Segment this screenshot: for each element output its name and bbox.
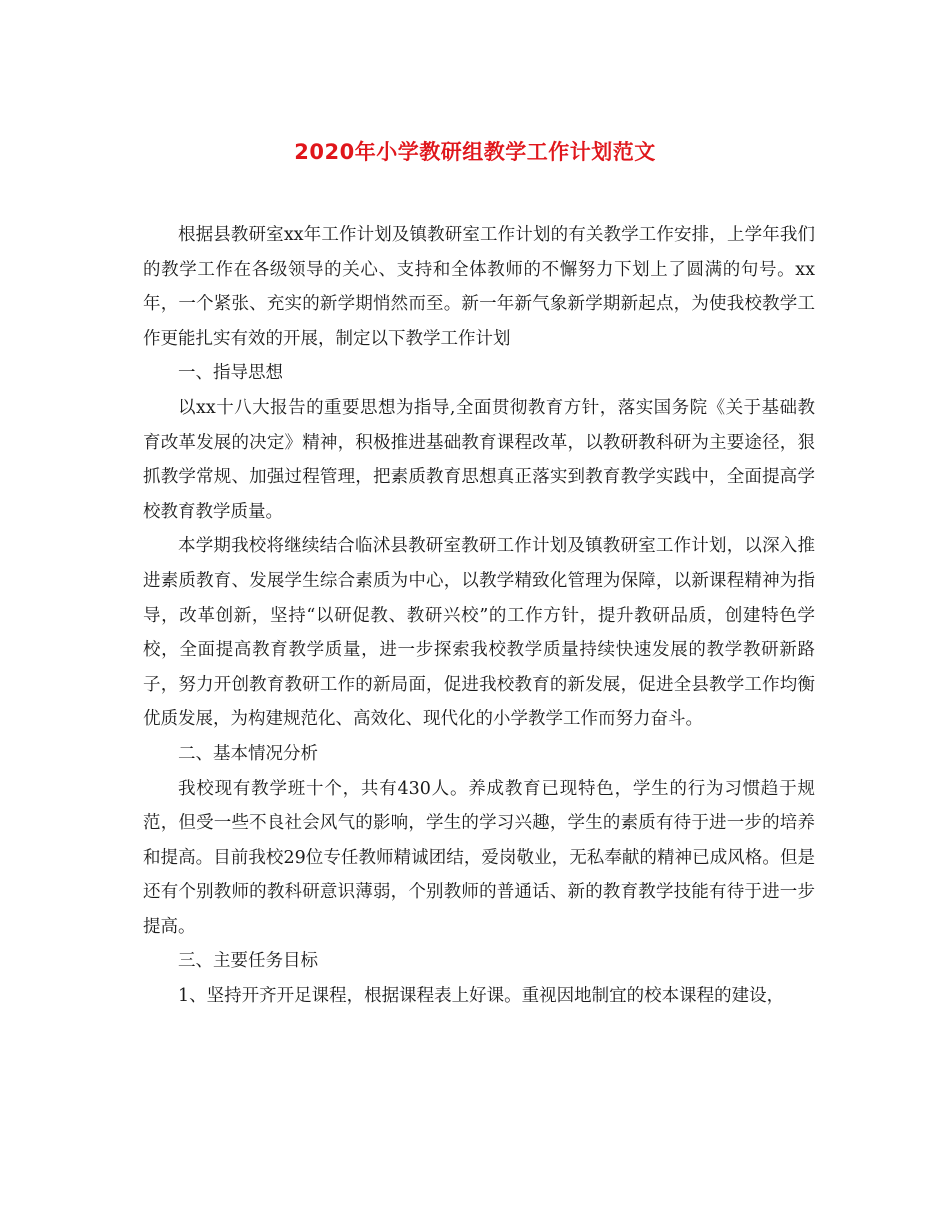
document-body <box>143 218 815 1014</box>
section-heading-guiding-thought: 一、指导思想 <box>178 363 283 384</box>
paragraph-goal-1: 1、坚持开齐开足课程，根据课程表上好课。重视因地制宜的校本课程的建设， <box>178 986 785 1007</box>
document-title: 2020年小学教研组教学工作计划范文 <box>294 140 656 164</box>
paragraph-situation-analysis: 我校现有教学班十个，共有430人。养成教育已现特色，学生的行为习惯趋于规范，但受一些不良社会风气的影响，学生的学习兴趣，学生的素质有待于进一步的培养和提高。目前我校29位专任教师精诚团结，爱岗敬业，无私奉献的精神已成风格。但是还有个别教师的教科研意识薄弱，个别教师的普通话、新的教育教学技能有待于进一步提高。 <box>143 778 815 937</box>
paragraph-semester-plan: 本学期我校将继续结合临沭县教研室教研工作计划及镇教研室工作计划，以深入推进素质教育、发展学生综合素质为中心，以教学精致化管理为保障，以新课程精神为指导，改革创新，坚持“以研促教、教研兴校”的工作方针，提升教研品质，创建特色学校，全面提高教育教学质量，进一步探索我校教学质量持续快速发展的教学教研新路子，努力开创教育教研工作的新局面，促进我校教育的新发展，促进全县教学工作均衡优质发展，为构建规范化、高效化、现代化的小学教学工作而努力奋斗。 <box>143 536 815 730</box>
section-heading-main-goals: 三、主要任务目标 <box>178 951 318 972</box>
section-heading-situation-analysis: 二、基本情况分析 <box>178 743 318 764</box>
paragraph-guiding-thought: 以xx十八大报告的重要思想为指导,全面贯彻教育方针，落实国务院《关于基础教育改革发展的决定》精神，积极推进基础教育课程改革，以教研教科研为主要途径，狠抓教学常规、加强过程管理，把素质教育思想真正落实到教育教学实践中，全面提高学校教育教学质量。 <box>143 397 815 522</box>
paragraph-intro: 根据县教研室xx年工作计划及镇教研室工作计划的有关教学工作安排，上学年我们的教学工作在各级领导的关心、支持和全体教师的不懈努力下划上了圆满的句号。xx年，一个紧张、充实的新学期悄然而至。新一年新气象新学期新起点，为使我校教学工作更能扎实有效的开展，制定以下教学工作计划 <box>143 225 815 349</box>
